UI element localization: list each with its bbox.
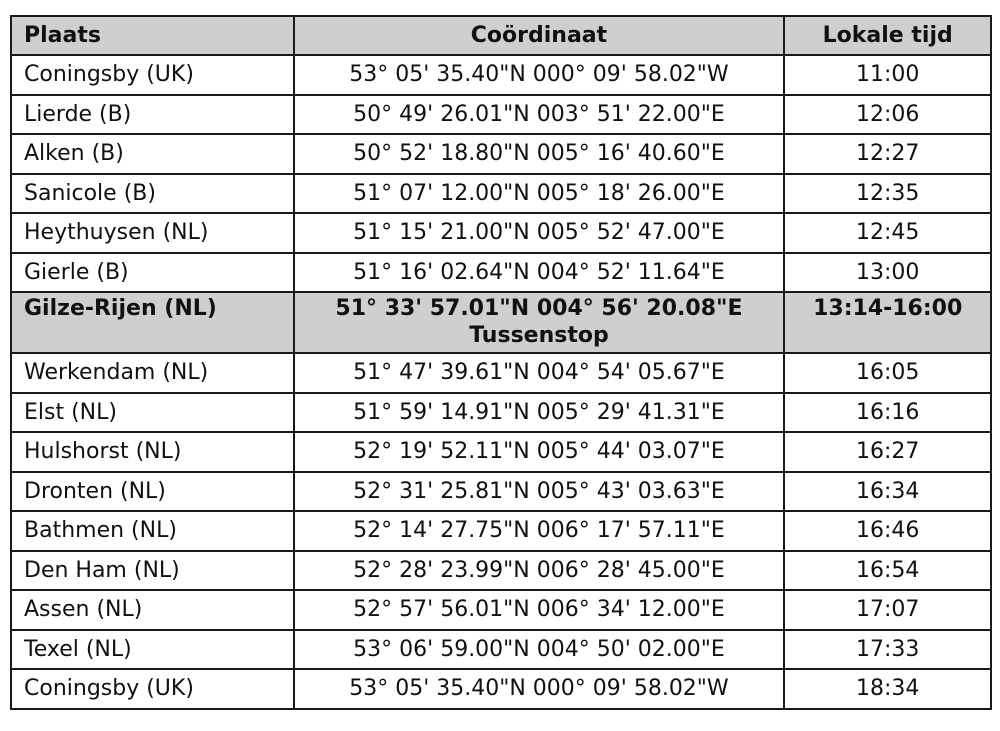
cell-time: 17:07 — [784, 590, 991, 630]
cell-place: Werkendam (NL) — [11, 353, 294, 393]
flight-schedule-table — [10, 15, 992, 710]
stopover-row — [11, 292, 991, 353]
stopover-place: Gilze-Rijen (NL) — [11, 292, 294, 353]
table-row — [11, 551, 991, 591]
cell-time: 12:06 — [784, 95, 991, 135]
table-row — [11, 472, 991, 512]
cell-place: Bathmen (NL) — [11, 511, 294, 551]
cell-place: Elst (NL) — [11, 393, 294, 433]
cell-place: Dronten (NL) — [11, 472, 294, 512]
cell-coordinate: 52° 14' 27.75"N 006° 17' 57.11"E — [294, 511, 785, 551]
stopover-note: Tussenstop — [469, 323, 609, 348]
table-row — [11, 669, 991, 709]
table-row — [11, 353, 991, 393]
table-row — [11, 55, 991, 95]
cell-time: 16:27 — [784, 432, 991, 472]
cell-place: Coningsby (UK) — [11, 669, 294, 709]
cell-time: 16:34 — [784, 472, 991, 512]
cell-coordinate: 51° 59' 14.91"N 005° 29' 41.31"E — [294, 393, 785, 433]
cell-coordinate: 51° 15' 21.00"N 005° 52' 47.00"E — [294, 213, 785, 253]
cell-coordinate: 52° 31' 25.81"N 005° 43' 03.63"E — [294, 472, 785, 512]
column-header-place: Plaats — [11, 16, 294, 55]
cell-place: Hulshorst (NL) — [11, 432, 294, 472]
cell-time: 17:33 — [784, 630, 991, 670]
cell-time: 12:45 — [784, 213, 991, 253]
cell-coordinate: 50° 52' 18.80"N 005° 16' 40.60"E — [294, 134, 785, 174]
cell-coordinate: 52° 19' 52.11"N 005° 44' 03.07"E — [294, 432, 785, 472]
cell-time: 12:35 — [784, 174, 991, 214]
stopover-coordinate-cell — [294, 292, 785, 353]
cell-place: Alken (B) — [11, 134, 294, 174]
stopover-time: 13:14-16:00 — [784, 292, 991, 353]
cell-time: 11:00 — [784, 55, 991, 95]
cell-coordinate: 51° 16' 02.64"N 004° 52' 11.64"E — [294, 253, 785, 293]
table-row — [11, 253, 991, 293]
table-row — [11, 393, 991, 433]
cell-place: Heythuysen (NL) — [11, 213, 294, 253]
cell-time: 18:34 — [784, 669, 991, 709]
cell-coordinate: 52° 57' 56.01"N 006° 34' 12.00"E — [294, 590, 785, 630]
table-row — [11, 511, 991, 551]
cell-place: Lierde (B) — [11, 95, 294, 135]
schedule-body — [11, 55, 991, 709]
cell-coordinate: 53° 05' 35.40"N 000° 09' 58.02"W — [294, 55, 785, 95]
table-row — [11, 590, 991, 630]
cell-time: 13:00 — [784, 253, 991, 293]
column-header-coordinate: Coördinaat — [294, 16, 785, 55]
cell-time: 16:16 — [784, 393, 991, 433]
cell-time: 16:54 — [784, 551, 991, 591]
cell-time: 12:27 — [784, 134, 991, 174]
cell-coordinate: 52° 28' 23.99"N 006° 28' 45.00"E — [294, 551, 785, 591]
table-row — [11, 432, 991, 472]
cell-place: Gierle (B) — [11, 253, 294, 293]
cell-coordinate: 51° 47' 39.61"N 004° 54' 05.67"E — [294, 353, 785, 393]
cell-place: Coningsby (UK) — [11, 55, 294, 95]
header-row — [11, 16, 991, 55]
cell-place: Den Ham (NL) — [11, 551, 294, 591]
cell-coordinate: 50° 49' 26.01"N 003° 51' 22.00"E — [294, 95, 785, 135]
cell-place: Assen (NL) — [11, 590, 294, 630]
cell-coordinate: 53° 05' 35.40"N 000° 09' 58.02"W — [294, 669, 785, 709]
cell-time: 16:05 — [784, 353, 991, 393]
cell-time: 16:46 — [784, 511, 991, 551]
table-row — [11, 134, 991, 174]
stopover-coordinate: 51° 33' 57.01"N 004° 56' 20.08"E — [335, 296, 743, 321]
cell-place: Sanicole (B) — [11, 174, 294, 214]
table-row — [11, 630, 991, 670]
cell-coordinate: 53° 06' 59.00"N 004° 50' 02.00"E — [294, 630, 785, 670]
cell-place: Texel (NL) — [11, 630, 294, 670]
table-row — [11, 95, 991, 135]
column-header-time: Lokale tijd — [784, 16, 991, 55]
table-row — [11, 213, 991, 253]
table-row — [11, 174, 991, 214]
cell-coordinate: 51° 07' 12.00"N 005° 18' 26.00"E — [294, 174, 785, 214]
schedule-table-wrapper — [10, 15, 992, 710]
